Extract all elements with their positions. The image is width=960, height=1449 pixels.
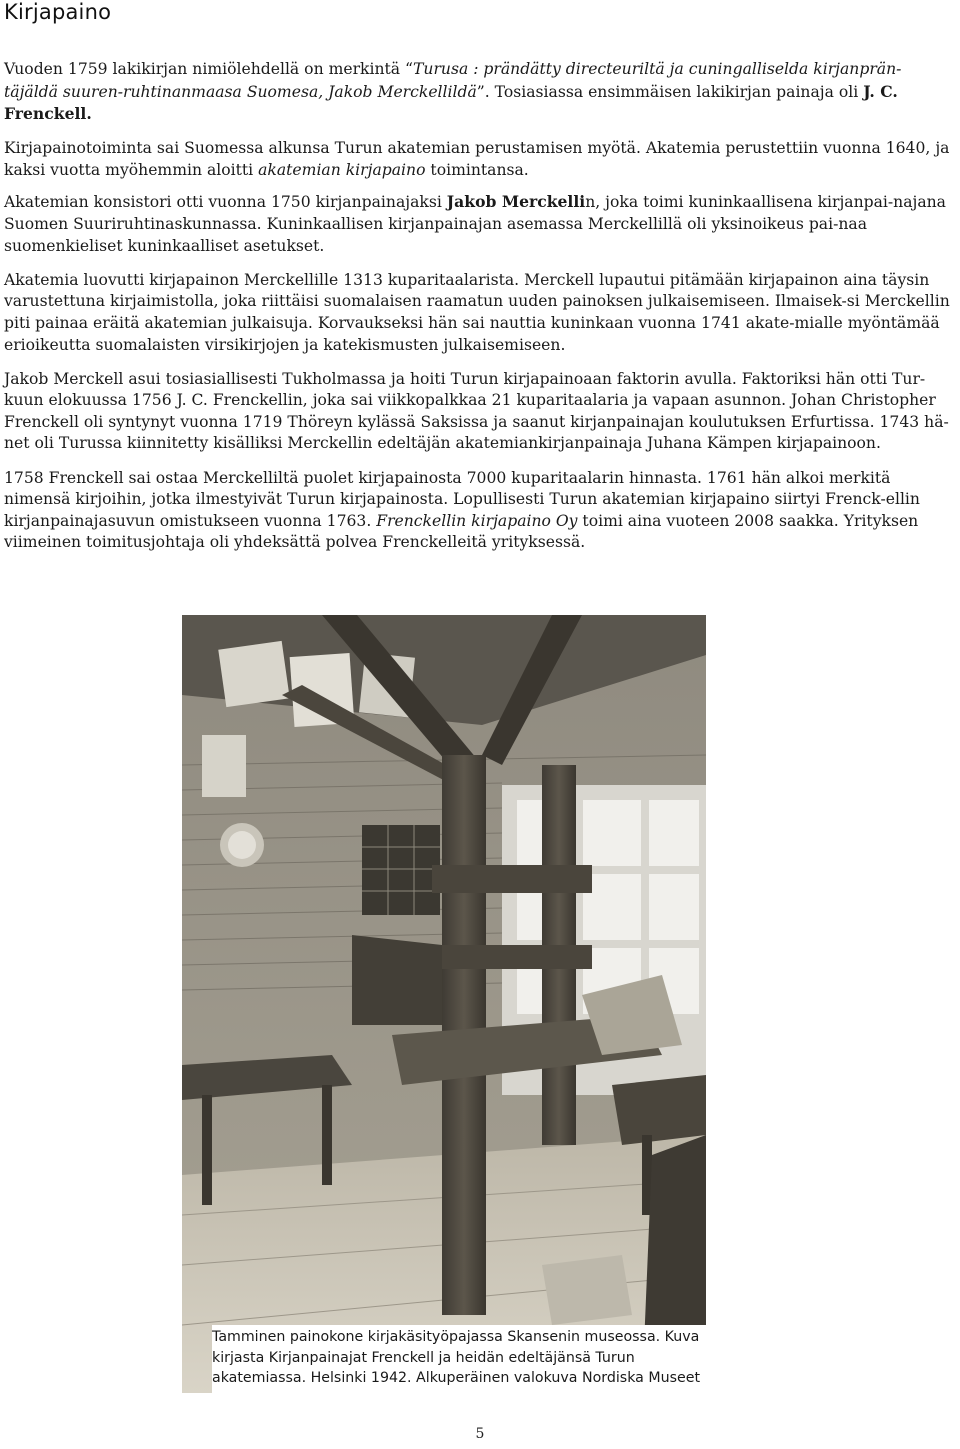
printing-press-photo (182, 615, 706, 1393)
paragraph-2: Kirjapainotoiminta sai Suomessa alkunsa Turun akatemian perustamisen myötä. Akatemia perustettiin vuonna 1640, ja kaksi vuotta myöhemmin aloitti akatemian kirjapaino toimintansa. (4, 139, 950, 179)
body-text (4, 59, 954, 566)
page-title: Kirjapaino (4, 0, 112, 24)
paragraph-5: Jakob Merckell asui tosiasiallisesti Tukholmassa ja hoiti Turun kirjapainoaan faktorin avulla. Faktoriksi hän otti Tur-kuun elokuussa 1756 J. C. Frenckellin, joka sai viikkopalkkaa 21 kuparitaalaria ja vapaan asunnon. Johan Christopher Frenckell oli syntynyt vuonna 1719 Thöreyn kylässä Saksissa ja saanut kirjanpainajan koulutuksen Erfurtissa. 1743 hä-net oli Turussa kiinnitetty kisälliksi Merckellin edeltäjän akatemiankirjanpainaja Juhana Kämpen kirjapainoon. (4, 369, 949, 453)
paragraph-4: Akatemia luovutti kirjapainon Merckellille 1313 kuparitaalarista. Merckell lupautui pitämään kirjapainon aina täysin varustettuna kirjaimistolla, joka riittäisi suomalaisen raamatun uuden painoksen julkaisemiseen. Ilmaisek-si Merckellin piti painaa eräitä akatemian julkaisuja. Korvaukseksi hän sai nauttia kuninkaan vuonna 1741 akate-mialle myöntämää erioikeutta suomalaisten virsikirjojen ja katekismusten julkaisemiseen. (4, 270, 950, 354)
photo-caption: Tamminen painokone kirjakäsityöpajassa Skansenin museossa. Kuva kirjasta Kirjanpainajat Frenckell ja heidän edeltäjänsä Turun akatemiassa. Helsinki 1942. Alkuperäinen valokuva Nordiska Museet (212, 1325, 712, 1395)
paragraph-6: 1758 Frenckell sai ostaa Merckelliltä puolet kirjapainosta 7000 kuparitaalarin hinnasta. 1761 hän alkoi merkitä nimensä kirjoihin, jotka ilmestyivät Turun kirjapainosta. Lopullisesti Turun akatemian kirjapaino siirtyi Frenck-ellin kirjanpainajasuvun omistukseen vuonna 1763. Frenckellin kirjapaino Oy toimi aina vuoteen 2008 saakka. Yrityksen viimeinen toimitusjohtaja oli yhdeksättä polvea Frenckelleitä yrityksessä. (4, 468, 920, 552)
paragraph-3: Akatemian konsistori otti vuonna 1750 kirjanpainajaksi Jakob Merckellin, joka toimi kuninkaallisena kirjanpai-najana Suomen Suuriruhtinaskunnassa. Kuninkaallisen kirjanpainajan asemassa Merckellillä oli yksinoikeus pai-naa suomenkieliset kuninkaalliset asetukset. (4, 192, 946, 255)
paragraph-1: Vuoden 1759 lakikirjan nimiölehdellä on merkintä “Turusa : prändätty directeuriltä ja cuningalliselda kirjanprän-täjäldä suuren-ruhtinanmaasa Suomesa, Jakob Merckellildä”. Tosiasiassa ensimmäisen lakikirjan painaja oli J. C. Frenckell. (4, 60, 902, 124)
page-number: 5 (475, 1426, 485, 1442)
